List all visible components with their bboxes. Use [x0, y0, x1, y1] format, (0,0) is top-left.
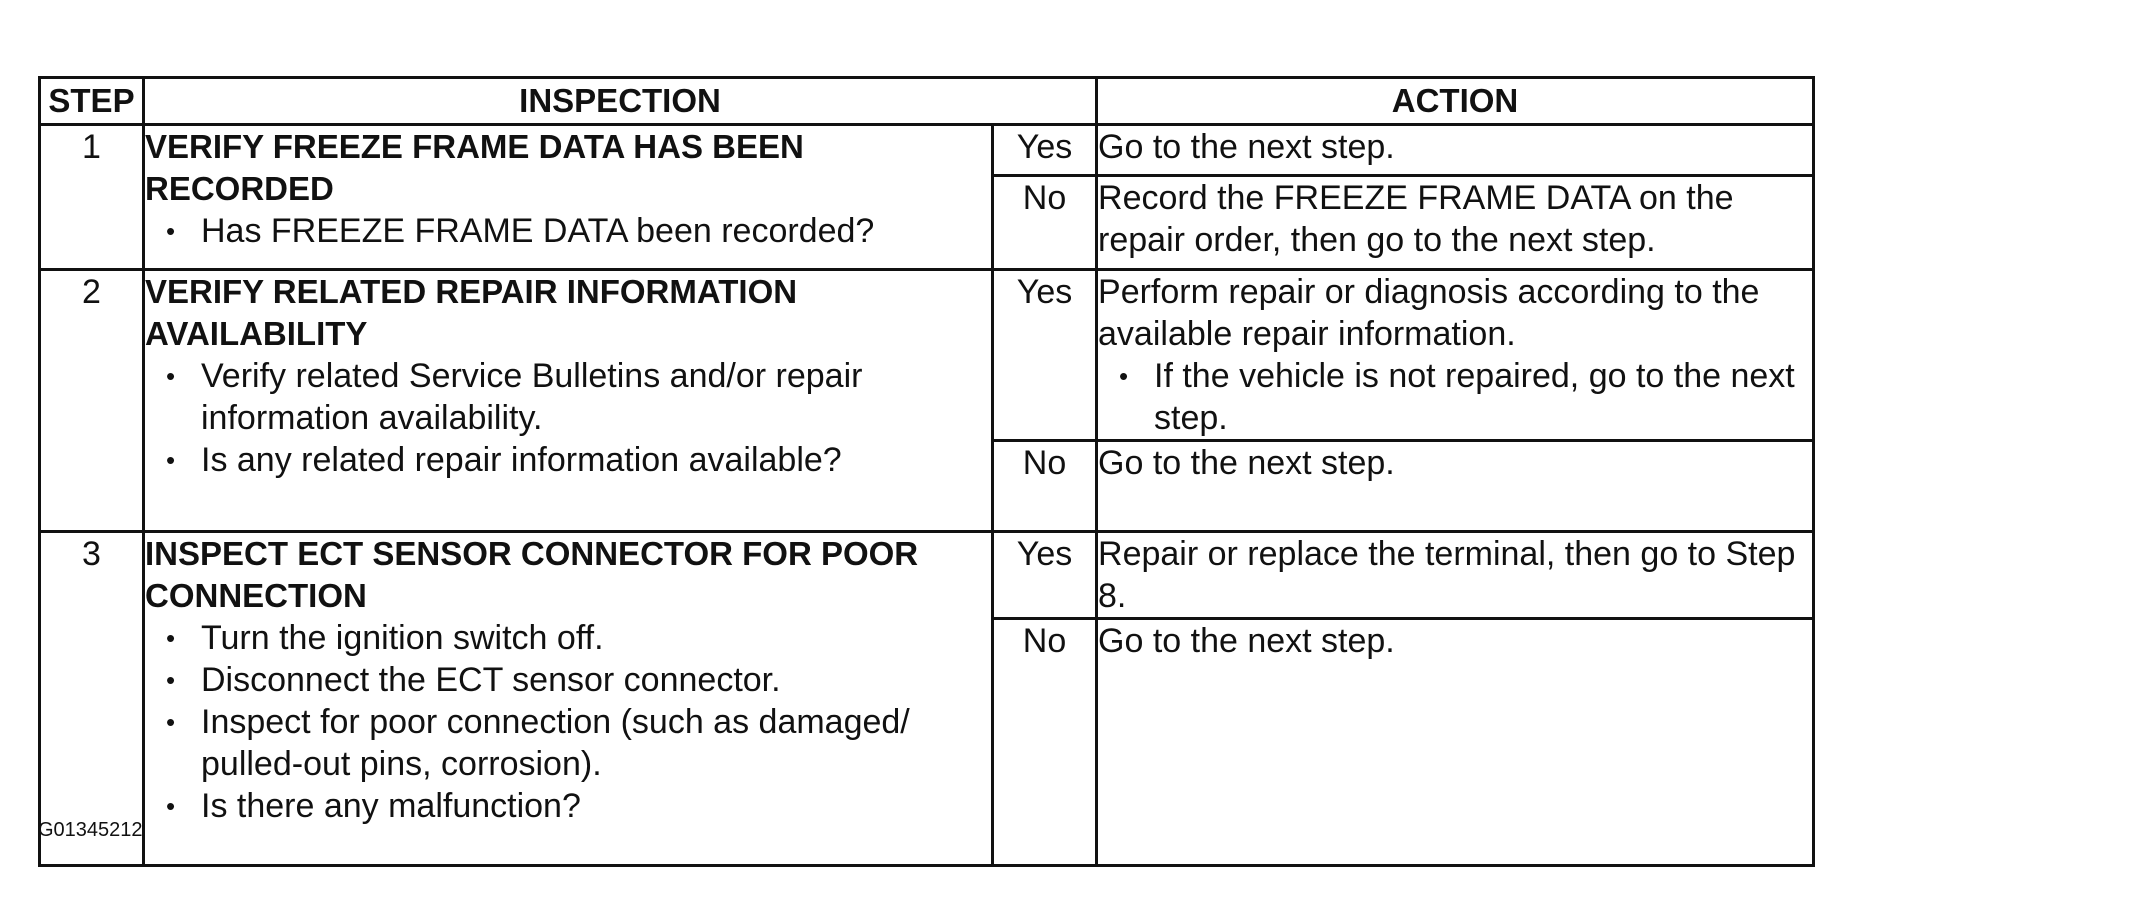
bullet-icon: •: [1119, 361, 1129, 391]
bullet-icon: •: [166, 216, 176, 246]
step-3-no-action: Go to the next step.: [1097, 619, 1814, 866]
step-2-bullet-1: • Verify related Service Bulletins and/or repair information availability.: [166, 357, 863, 437]
step-1-number: 1: [40, 125, 144, 270]
step-2-yes-cell: [1097, 270, 1814, 441]
figure-id: G01345212: [38, 819, 143, 841]
step-1-no-action: Record the FREEZE FRAME DATA on the repair order, then go to the next step.: [1097, 176, 1814, 270]
step-2-yes-row: [40, 270, 1814, 441]
step-1-title: VERIFY FREEZE FRAME DATA HAS BEEN RECORDED: [145, 128, 804, 207]
bullet-icon: •: [166, 665, 176, 695]
step-2-yes-action: Perform repair or diagnosis according to the available repair information.: [1098, 273, 1760, 353]
bullet-icon: •: [166, 791, 176, 821]
step-3-bullet-3: • Inspect for poor connection (such as damaged/ pulled-out pins, corrosion).: [166, 703, 910, 783]
bullet-icon: •: [166, 361, 176, 391]
step-2-inspection: [144, 270, 993, 532]
step-3-bullet-1: • Turn the ignition switch off.: [166, 619, 604, 657]
step-1-yes-action: Go to the next step.: [1097, 125, 1814, 176]
step-1-yes-label: Yes: [993, 125, 1097, 176]
step-2-number: 2: [40, 270, 144, 532]
step-3-bullet-2: • Disconnect the ECT sensor connector.: [166, 661, 781, 699]
header-action: ACTION: [1097, 78, 1814, 125]
step-3-title: INSPECT ECT SENSOR CONNECTOR FOR POOR CONNECTION: [145, 535, 919, 614]
step-1-bullet-1: • Has FREEZE FRAME DATA been recorded?: [166, 212, 875, 250]
step-2-no-label: No: [993, 441, 1097, 532]
step-1-yes-row: [40, 125, 1814, 176]
step-2-yes-bullet-1: • If the vehicle is not repaired, go to the next step.: [1119, 357, 1795, 437]
step-3-inspection: [144, 532, 993, 866]
bullet-icon: •: [166, 445, 176, 475]
step-3-number: 3: [40, 532, 144, 866]
step-2-bullet-2: • Is any related repair information available?: [166, 441, 842, 479]
step-3-yes-row: [40, 532, 1814, 619]
step-3-yes-label: Yes: [993, 532, 1097, 619]
step-2-yes-bullet-list: [1098, 355, 1812, 439]
step-2-yes-label: Yes: [993, 270, 1097, 441]
step-2-bullet-list: [145, 355, 991, 481]
step-1-bullet-list: [145, 210, 991, 252]
step-3-no-label: No: [993, 619, 1097, 866]
step-2-title: VERIFY RELATED REPAIR INFORMATION AVAILABILITY: [145, 273, 798, 352]
step-3-bullet-4: • Is there any malfunction?: [166, 787, 581, 825]
header-step: STEP: [40, 78, 144, 125]
step-1-no-label: No: [993, 176, 1097, 270]
diagnostic-table: [38, 76, 1815, 867]
step-2-no-action: Go to the next step.: [1097, 441, 1814, 532]
step-1-inspection: [144, 125, 993, 270]
header-row: [40, 78, 1814, 125]
step-3-bullet-list: [145, 617, 991, 827]
bullet-icon: •: [166, 707, 176, 737]
bullet-icon: •: [166, 623, 176, 653]
header-inspection: INSPECTION: [144, 78, 1097, 125]
step-3-yes-action: Repair or replace the terminal, then go to Step 8.: [1097, 532, 1814, 619]
